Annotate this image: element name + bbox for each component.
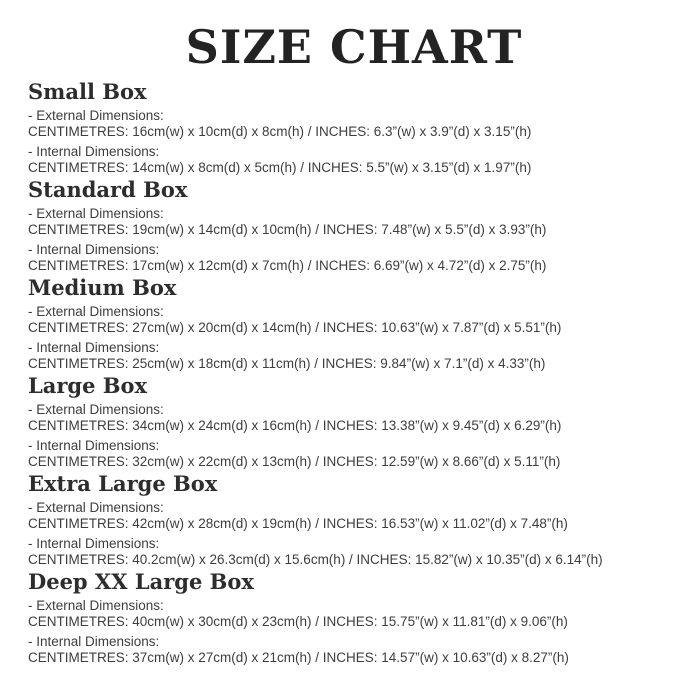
internal-dimensions-label: - Internal Dimensions: — [28, 634, 160, 649]
internal-dimensions-label: - Internal Dimensions: — [28, 242, 160, 257]
external-dimensions-label: - External Dimensions: — [28, 206, 164, 221]
internal-dimensions-value: CENTIMETRES: 25cm(w) x 18cm(d) x 11cm(h) / INCHES: 9.84”(w) x 7.1”(d) x 4.33”(h) — [28, 356, 546, 371]
section-title: Deep XX Large Box — [28, 569, 254, 594]
external-dimensions-value: CENTIMETRES: 40cm(w) x 30cm(d) x 23cm(h) / INCHES: 15.75”(w) x 11.81”(d) x 9.06”(h) — [28, 614, 568, 629]
section-deep-xx-large-box — [28, 570, 680, 666]
external-dimensions-label: - External Dimensions: — [28, 598, 164, 613]
internal-dimensions-value: CENTIMETRES: 40.2cm(w) x 26.3cm(d) x 15.6cm(h) / INCHES: 15.82”(w) x 10.35”(d) x 6.14”(h) — [28, 552, 603, 567]
internal-dimensions-label: - Internal Dimensions: — [28, 438, 160, 453]
section-large-box — [28, 374, 680, 470]
internal-dimensions-label: - Internal Dimensions: — [28, 340, 160, 355]
section-extra-large-box — [28, 472, 680, 568]
section-small-box — [28, 80, 680, 176]
section-title: Medium Box — [28, 275, 177, 300]
external-dimensions-label: - External Dimensions: — [28, 304, 164, 319]
section-title: Standard Box — [28, 177, 188, 202]
internal-dimensions-value: CENTIMETRES: 14cm(w) x 8cm(d) x 5cm(h) / INCHES: 5.5”(w) x 3.15”(d) x 1.97”(h) — [28, 160, 532, 175]
external-dimensions-value: CENTIMETRES: 34cm(w) x 24cm(d) x 16cm(h) / INCHES: 13.38”(w) x 9.45”(d) x 6.29”(h) — [28, 418, 562, 433]
external-dimensions-value: CENTIMETRES: 27cm(w) x 20cm(d) x 14cm(h) / INCHES: 10.63”(w) x 7.87”(d) x 5.51”(h) — [28, 320, 562, 335]
internal-dimensions-label: - Internal Dimensions: — [28, 144, 160, 159]
section-title: Extra Large Box — [28, 471, 218, 496]
internal-dimensions-label: - Internal Dimensions: — [28, 536, 160, 551]
section-title: Small Box — [28, 79, 147, 104]
section-title: Large Box — [28, 373, 148, 398]
external-dimensions-value: CENTIMETRES: 16cm(w) x 10cm(d) x 8cm(h) / INCHES: 6.3”(w) x 3.9”(d) x 3.15”(h) — [28, 124, 532, 139]
external-dimensions-label: - External Dimensions: — [28, 402, 164, 417]
section-medium-box — [28, 276, 680, 372]
internal-dimensions-value: CENTIMETRES: 32cm(w) x 22cm(d) x 13cm(h) / INCHES: 12.59”(w) x 8.66”(d) x 5.11”(h) — [28, 454, 561, 469]
external-dimensions-label: - External Dimensions: — [28, 500, 164, 515]
external-dimensions-value: CENTIMETRES: 19cm(w) x 14cm(d) x 10cm(h) / INCHES: 7.48”(w) x 5.5”(d) x 3.93”(h) — [28, 222, 547, 237]
page-title: SIZE CHART — [185, 20, 523, 74]
external-dimensions-label: - External Dimensions: — [28, 108, 164, 123]
internal-dimensions-value: CENTIMETRES: 37cm(w) x 27cm(d) x 21cm(h) / INCHES: 14.57”(w) x 10.63”(d) x 8.27”(h) — [28, 650, 569, 665]
section-standard-box — [28, 178, 680, 274]
external-dimensions-value: CENTIMETRES: 42cm(w) x 28cm(d) x 19cm(h) / INCHES: 16.53”(w) x 11.02”(d) x 7.48”(h) — [28, 516, 568, 531]
internal-dimensions-value: CENTIMETRES: 17cm(w) x 12cm(d) x 7cm(h) / INCHES: 6.69”(w) x 4.72”(d) x 2.75”(h) — [28, 258, 547, 273]
